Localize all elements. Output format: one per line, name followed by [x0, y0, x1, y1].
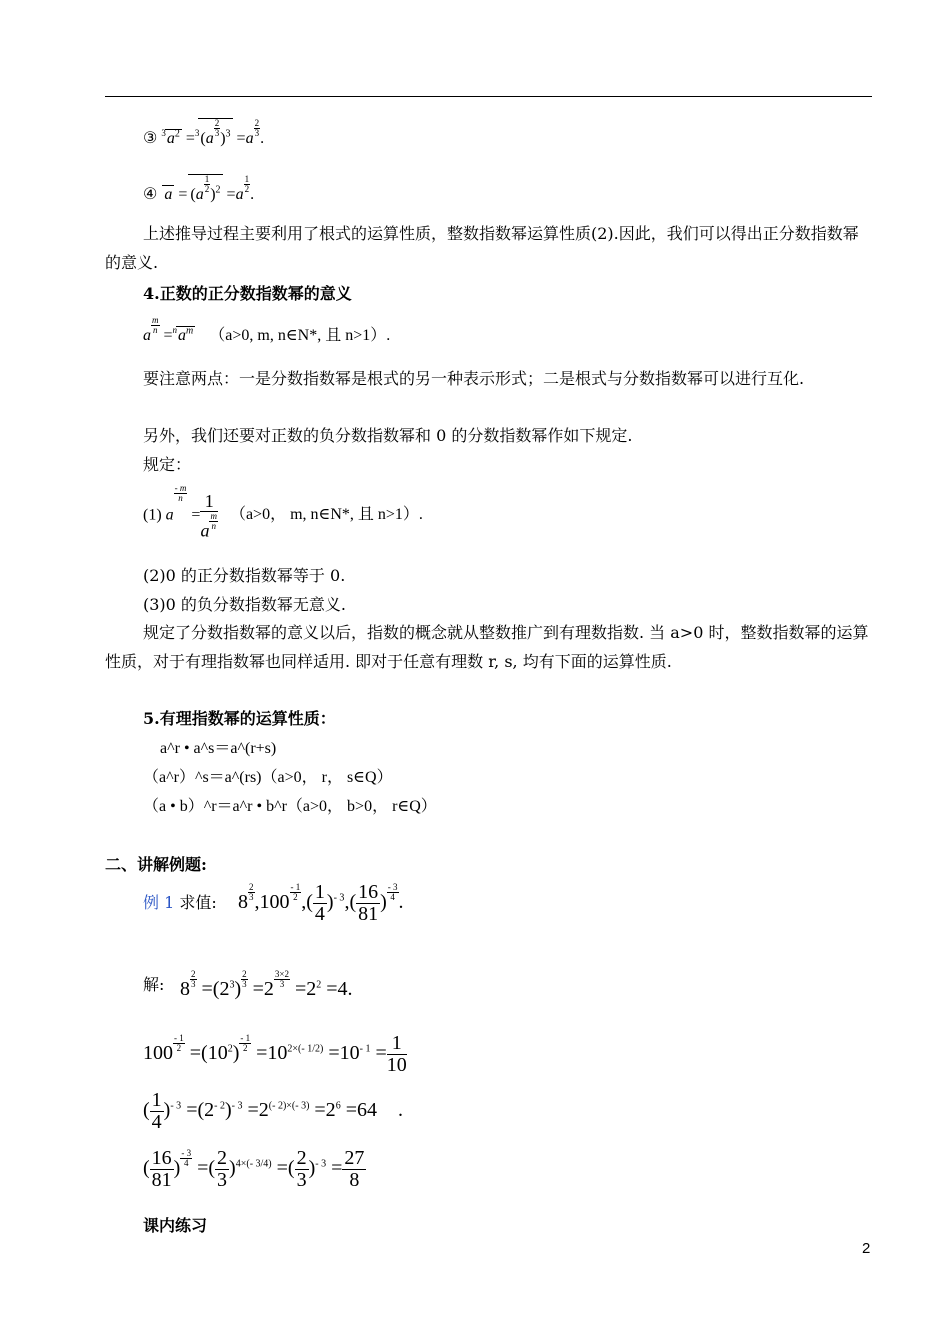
- paragraph-two-points: 要注意两点：一是分数指数幂是根式的另一种表示形式；二是根式与分数指数幂可以进行互化.: [143, 369, 805, 388]
- property-2: （a^r）^s＝a^(rs)（a>0， r， s∈Q）: [143, 769, 393, 786]
- heading-5: 5.有理指数幂的运算性质：: [143, 709, 336, 728]
- example-1-label: 例 1: [143, 893, 175, 912]
- formula-4-label: ④: [143, 185, 158, 203]
- solution-line-4: ( $\frac{16}{81}$ ) $\frac{- 3}{4}$ =( $\frac{2}{3}$ )$^{4\times(- 3/4)}$ =( $\frac{2}{3}$ )$^{- 3}$ = $\frac{27}{8}$: [143, 1147, 365, 1191]
- formula-3-label: ③: [143, 129, 158, 147]
- example-1: [143, 890, 217, 913]
- formula-3: ③ $^3a^2 =^3(a$ $\frac{2}{3}$ )$^3$ =a $\frac{2}{3}$ .: [143, 118, 265, 147]
- paragraph-rational-exponents: 规定了分数指数幂的意义以后，指数的概念就从整数推广到有理数指数. 当 a>0 时，整数指数幂的运算性质，对于有理指数幂也同样适用. 即对于任意有理数 r, s, 均有下面的运算性质.: [105, 623, 869, 671]
- rule-1: (1) a $\frac{- m}{n}$ = 1 a $\frac{m}{n}$ （a>0， m, n∈N*, 且 n>1）.: [143, 483, 423, 540]
- header-rule: [105, 96, 872, 97]
- example-1-expression: 8 $\frac{2}{3}$ ,100 $\frac{- 1}{2}$ ,( $\frac{1}{4}$ )$^{- 3}$,( $\frac{16}{81}$ ) $\frac{- 3}{4}$ .: [238, 881, 404, 925]
- solution-label: 解:: [143, 975, 165, 994]
- paragraph-negative-rules: 另外，我们还要对正数的负分数指数幂和 0 的分数指数幂作如下规定.: [143, 426, 633, 445]
- heading-4: 4.正数的正分数指数幂的意义: [143, 284, 352, 303]
- definition-condition-1: （a>0, m, n∈N*, 且 n>1）.: [209, 326, 391, 344]
- solution-line-1: 8 $\frac{2}{3}$ $=(2^3)$ $\frac{2}{3}$ =2 $\frac{3\times 2}{3}$ $=2^2 =4$.: [180, 969, 353, 1001]
- practice-heading: 课内练习: [143, 1216, 208, 1235]
- property-3: （a • b）^r＝a^r • b^r（a>0， b>0， r∈Q）: [143, 798, 437, 815]
- rule-label: 规定：: [143, 455, 192, 474]
- solution-line-3: ( $\frac{1}{4}$ )$^{- 3} =(2^{- 2})^{- 3} =2^{(- 2)\times(- 3)} =2^6 =64$ .: [143, 1089, 403, 1133]
- section-heading-examples: 二、讲解例题:: [105, 855, 207, 874]
- formula-4: ④ a = (a $\frac{1}{2}$ )$^2$ =a $\frac{1}{2}$ .: [143, 174, 255, 203]
- example-1-text: 求值:: [179, 893, 217, 912]
- page-number: 2: [862, 1240, 871, 1257]
- property-1: a^r • a^s＝a^(r+s): [160, 740, 277, 757]
- rule-3: (3)0 的负分数指数幂无意义.: [143, 595, 347, 614]
- paragraph-derivation: 上述推导过程主要利用了根式的运算性质，整数指数幂运算性质(2).因此，我们可以得出正分数指数幂的意义.: [105, 224, 859, 272]
- solution-line-2: 100 $\frac{- 1}{2}$ $=(10^2)$ $\frac{- 1}{2}$ $=10^{2\times(- 1/2)} =10^{- 1}$ = $\frac{1}{10}$: [143, 1032, 407, 1076]
- rule-2: (2)0 的正分数指数幂等于 0.: [143, 566, 346, 585]
- definition-positive-fraction: a $\frac{m}{n}$ $=^na^m$ （a>0, m, n∈N*, 且 n>1）.: [143, 315, 391, 344]
- rule-1-condition: （a>0， m, n∈N*, 且 n>1）.: [229, 506, 423, 524]
- rule-1-label: (1): [143, 506, 162, 524]
